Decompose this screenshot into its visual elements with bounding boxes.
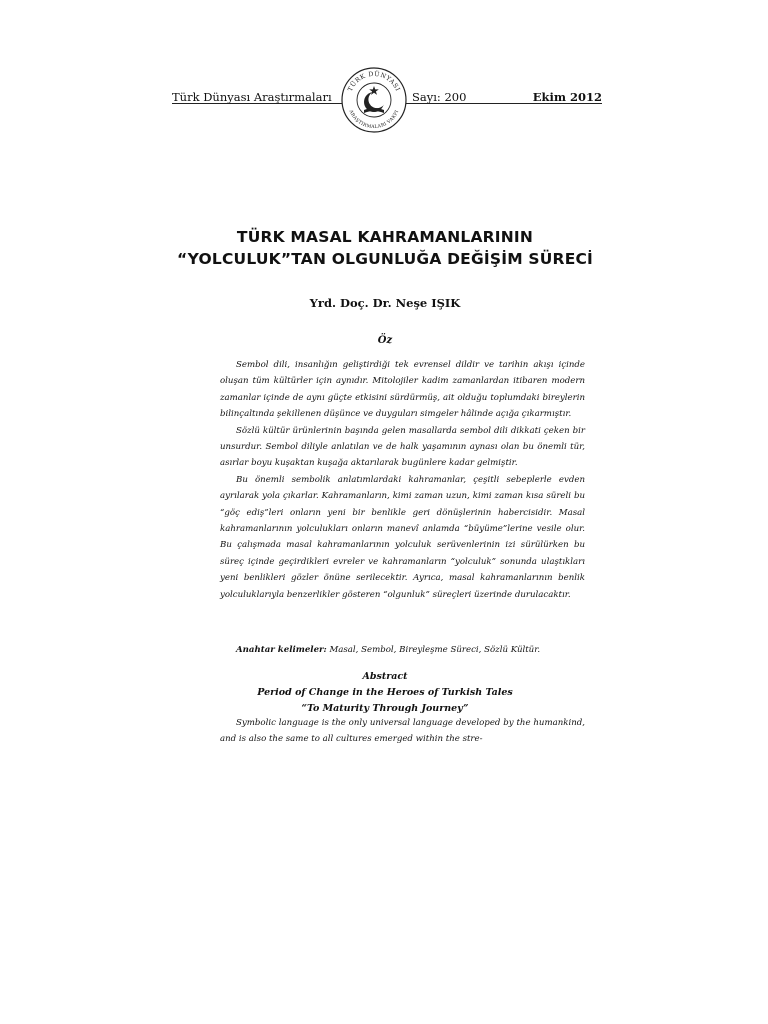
oz-paragraph-2: Sözlü kültür ürünlerinin başında gelen masallarda sembol dili dikkati çeken bir unsurdur. Sembol diliyle anlatılan ve de halk yaşamının aynası olan bu önemli tür, asırlar boyu kuşaktan kuşağa aktarılarak bugünlere kadar gelmiştir. (220, 425, 585, 469)
oz-heading: Öz (377, 335, 393, 346)
seal-text-bottom: ARAŞTIRMALARI VAKFI (347, 109, 401, 131)
abstract-body (220, 715, 585, 748)
article-title (150, 226, 620, 270)
title-line-2: “YOLCULUK”TAN OLGUNLUĞA DEĞİŞİM SÜRECİ (176, 250, 594, 268)
oz-body (220, 357, 585, 603)
keywords-line (220, 642, 585, 658)
keywords-text: Masal, Sembol, Bireyleşme Süreci, Sözlü Kültür. (329, 645, 541, 655)
author-name: Yrd. Doç. Dr. Neşe IŞIK (309, 296, 461, 310)
journal-name: Türk Dünyası Araştırmaları (172, 90, 332, 104)
title-line-1: TÜRK MASAL KAHRAMANLARININ (236, 228, 534, 246)
abstract-title-line-1: Period of Change in the Heroes of Turkish Tales (257, 687, 513, 698)
abstract-title-line-2: “To Maturity Through Journey” (301, 703, 469, 714)
abstract-paragraph: Symbolic language is the only universal language developed by the humankind, and is also the same to all cultures emerged within the stre- (220, 718, 585, 745)
foundation-seal-icon (340, 66, 408, 134)
issue-number: Sayı: 200 (412, 90, 467, 104)
oz-paragraph-3: Bu önemli sembolik anlatımlardaki kahramanlar, çeşitli sebeplerle evden ayrılarak yola çıkarlar. Kahramanların, kimi zaman uzun, kimi zaman kısa süreli bu “göç ediş”leri onların yeni bir benlikle geri dönüşlerinin habercisidir. Masal kahramanlarının yolculukları onların manevî anlamda “büyüme”lerine vesile olur. Bu çalışmada masal kahramanlarının yolculuk serüvenlerinin izi sürülürken bu süreç içinde geçirdikleri evreler ve kahramanların “yolculuk” sonunda ulaştıkları yeni benlikleri gözler önüne serilecektir. Ayrıca, masal kahramanlarının benlik yolculuklarıyla benzerlikler gösteren “olgunluk” süreçleri üzerinde durulacaktır. (220, 474, 585, 600)
keywords-label: Anahtar kelimeler: (236, 645, 327, 655)
issue-date: Ekim 2012 (532, 90, 602, 104)
seal-text-top: TÜRK DÜNYASI (346, 70, 402, 93)
oz-paragraph-1: Sembol dili, insanlığın geliştirdiği tek evrensel dildir ve tarihin akışı içinde oluşan tüm kültürler için aynıdır. Mitolojiler kadim zamanlardan itibaren modern zamanlar içinde de aynı güçte etkisini sürdürmüş, ait olduğu toplumdaki bireylerin bilinçaltında şekillenen düşünce ve duyguları simgeler hâlinde açığa çıkarmıştır. (220, 360, 585, 420)
abstract-heading: Abstract (362, 671, 408, 682)
